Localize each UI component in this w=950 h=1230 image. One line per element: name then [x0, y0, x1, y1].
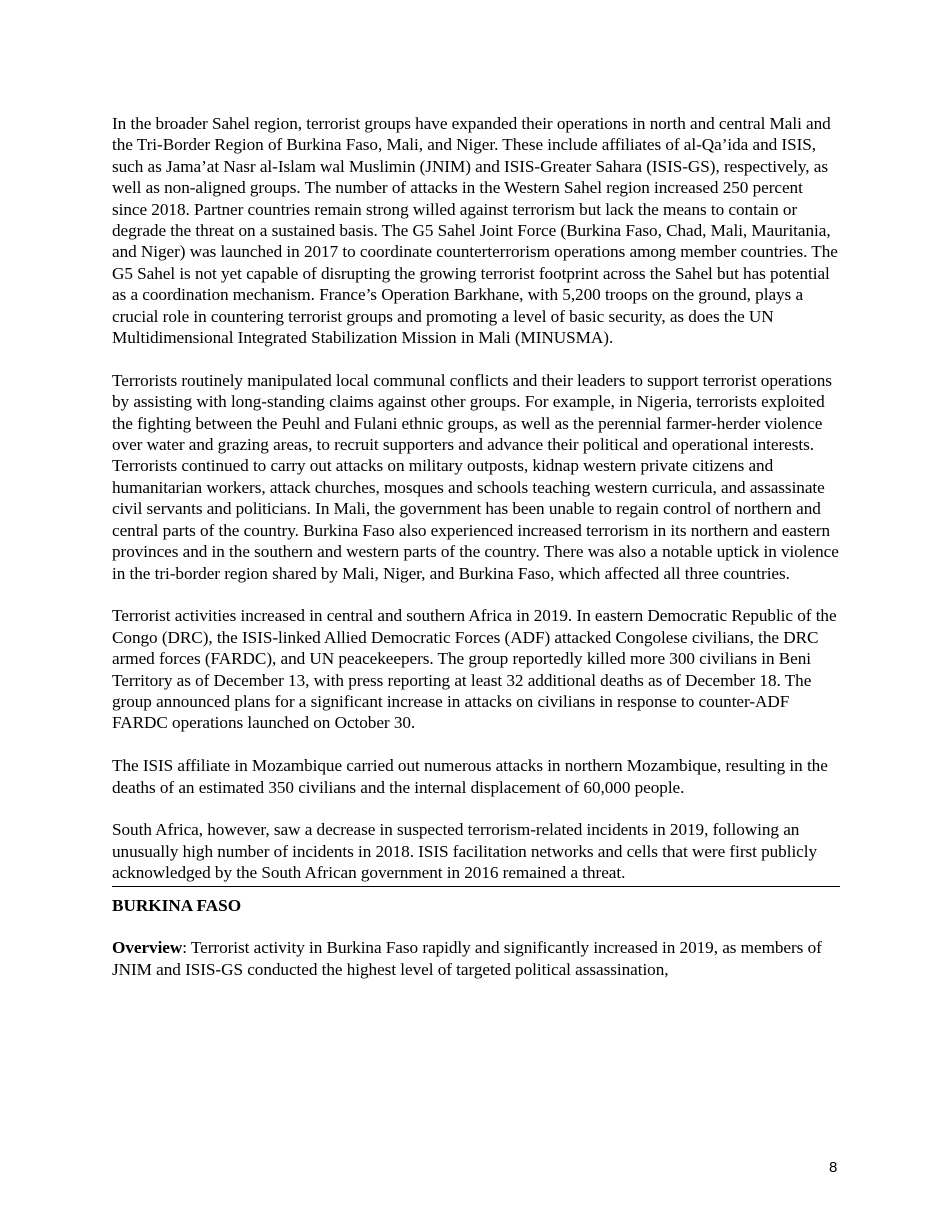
- paragraph-mozambique: The ISIS affiliate in Mozambique carried out numerous attacks in northern Mozambique, resulting in the deaths of an estimated 350 civilians and the internal displacement of 60,000 people.: [112, 756, 828, 797]
- overview-label: Overview: [112, 938, 183, 958]
- overview-text: : Terrorist activity in Burkina Faso rapidly and significantly increased in 2019, as members of JNIM and ISIS-GS conducted the highest level of targeted political assassination,: [112, 938, 822, 979]
- paragraph-central-southern-africa: Terrorist activities increased in central and southern Africa in 2019. In eastern Democratic Republic of the Congo (DRC), the ISIS-linked Allied Democratic Forces (ADF) attacked Congolese civilians, the DRC armed forces (FARDC), and UN peacekeepers. The group reportedly killed more 300 civilians in Beni Territory as of December 13, with press reporting at least 32 additional deaths as of December 18. The group announced plans for a significant increase in attacks on civilians in response to counter-ADF FARDC operations launched on October 30.: [112, 606, 837, 733]
- paragraph-gap: [112, 734, 842, 755]
- overview-paragraph: [112, 937, 842, 980]
- page-number: 8: [829, 1159, 838, 1176]
- paragraph-gap: [112, 584, 842, 605]
- paragraph-gap: [112, 916, 842, 937]
- paragraph-gap: [112, 798, 842, 819]
- paragraph-south-africa: South Africa, however, saw a decrease in suspected terrorism-related incidents in 2019, following an unusually high number of incidents in 2018. ISIS facilitation networks and cells that were first publicly acknowledged by the South African government in 2016 remained a threat.: [112, 820, 818, 883]
- paragraph-gap: [112, 348, 842, 369]
- section-divider: [112, 886, 840, 887]
- paragraph-sahel-region: In the broader Sahel region, terrorist groups have expanded their operations in north and central Mali and the Tri-Border Region of Burkina Faso, Mali, and Niger. These include affiliates of al-Qa’ida and ISIS, such as Jama’at Nasr al-Islam wal Muslimin (JNIM) and ISIS-Greater Sahara (ISIS-GS), respectively, as well as non-aligned groups. The number of attacks in the Western Sahel region increased 250 percent since 2018. Partner countries remain strong willed against terrorism but lack the means to contain or degrade the threat on a sustained basis. The G5 Sahel Joint Force (Burkina Faso, Chad, Mali, Mauritania, and Niger) was launched in 2017 to coordinate counterterrorism operations among member countries. The G5 Sahel is not yet capable of disrupting the growing terrorist footprint across the Sahel but has potential as a coordination mechanism. France’s Operation Barkhane, with 5,200 troops on the ground, plays a crucial role in countering terrorist groups and promoting a level of basic security, as does the UN Multidimensional Integrated Stabilization Mission in Mali (MINUSMA).: [112, 114, 838, 348]
- document-page: [112, 113, 842, 980]
- paragraph-communal-conflicts: Terrorists routinely manipulated local communal conflicts and their leaders to support terrorist operations by assisting with long-standing claims against other groups. For example, in Nigeria, terrorists exploited the fighting between the Peuhl and Fulani ethnic groups, as well as the perennial farmer-herder violence over water and grazing areas, to recruit supporters and advance their political and operational interests. Terrorists continued to carry out attacks on military outposts, kidnap western private citizens and humanitarian workers, attack churches, mosques and schools teaching western curricula, and assassinate civil servants and politicians. In Mali, the government has been unable to regain control of northern and central parts of the country. Burkina Faso also experienced increased terrorism in its northern and eastern provinces and in the southern and western parts of the country. There was also a notable uptick in violence in the tri-border region shared by Mali, Niger, and Burkina Faso, which affected all three countries.: [112, 370, 839, 583]
- section-heading: BURKINA FASO: [112, 895, 242, 915]
